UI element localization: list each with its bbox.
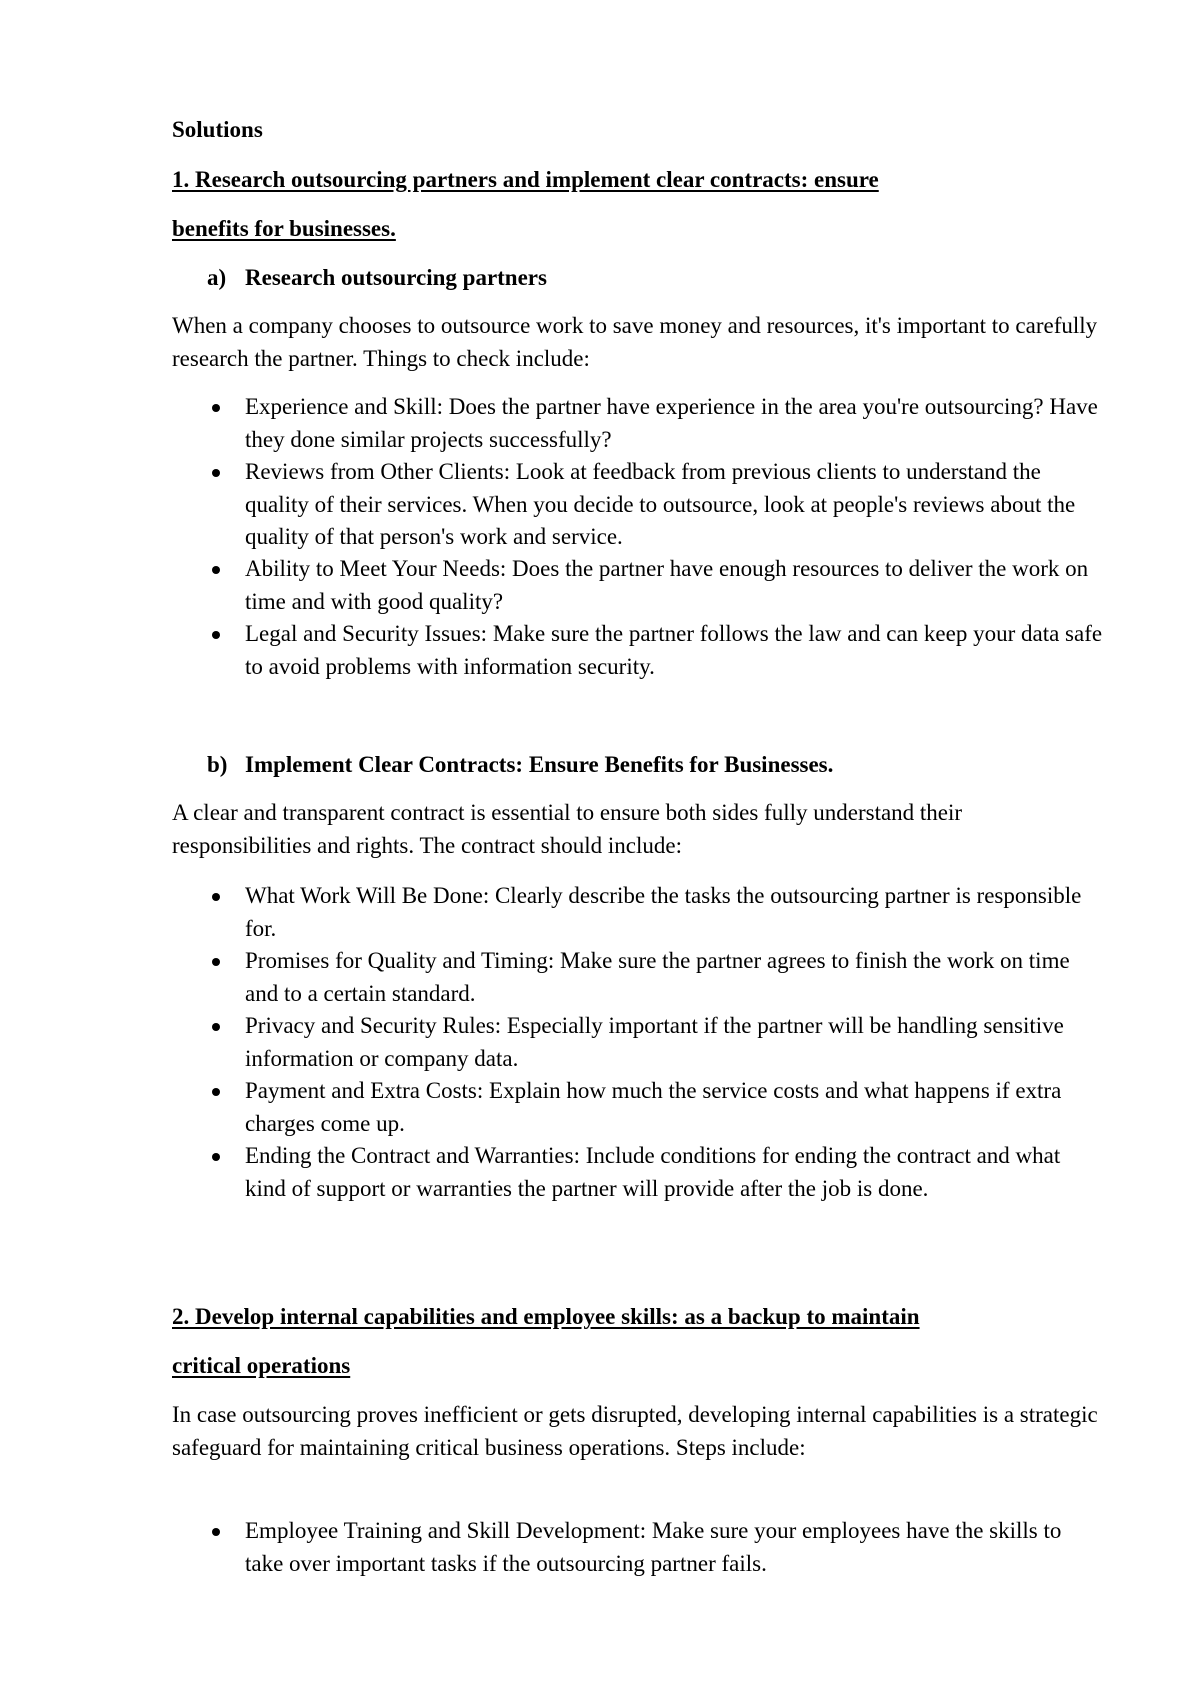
subsection-a-intro: When a company chooses to outsource work to save money and resources, it's important to carefully research the partner. Things to check include:: [172, 313, 1098, 371]
subsection-b-label: b): [207, 752, 228, 777]
bullet-icon: [212, 566, 220, 574]
subsection-a-heading: [207, 262, 547, 294]
list-item: Promises for Quality and Timing: Make sure the partner agrees to finish the work on time and to a certain standard.: [245, 948, 1070, 1006]
bullet-icon: [212, 631, 220, 639]
list-item: Employee Training and Skill Development: Make sure your employees have the skills to take over important tasks if the outsourcing partner fails.: [245, 1518, 1062, 1576]
subsection-a-title: Research outsourcing partners: [245, 265, 547, 290]
bullet-icon: [212, 1153, 220, 1161]
section-1-title-line-2: benefits for businesses.: [172, 216, 396, 241]
list-item: Ability to Meet Your Needs: Does the partner have enough resources to deliver the work on time and with good quality?: [245, 556, 1089, 614]
subsection-a-label: a): [207, 265, 227, 290]
subsection-b-title: Implement Clear Contracts: Ensure Benefits for Businesses.: [245, 752, 834, 777]
bullet-icon: [212, 893, 220, 901]
list-item: Ending the Contract and Warranties: Include conditions for ending the contract and what kind of support or warranties the partner will provide after the job is done.: [245, 1143, 1061, 1201]
list-item: What Work Will Be Done: Clearly describe the tasks the outsourcing partner is responsible for.: [245, 883, 1082, 941]
bullet-icon: [212, 1528, 220, 1536]
section-2-title-line-2: critical operations: [172, 1353, 351, 1378]
section-2-title-line-1: 2. Develop internal capabilities and employee skills: as a backup to maintain: [172, 1304, 920, 1329]
list-item: Privacy and Security Rules: Especially important if the partner will be handling sensitive information or company data.: [245, 1013, 1064, 1071]
section-2-intro: In case outsourcing proves inefficient or gets disrupted, developing internal capabilities is a strategic safeguard for maintaining critical business operations. Steps include:: [172, 1402, 1098, 1460]
bullet-icon: [212, 1088, 220, 1096]
document-heading: Solutions: [172, 117, 263, 142]
list-item: Legal and Security Issues: Make sure the partner follows the law and can keep your data safe to avoid problems with information security.: [245, 621, 1103, 679]
list-item: Reviews from Other Clients: Look at feedback from previous clients to understand the quality of their services. When you decide to outsource, look at people's reviews about the quality of that person's work and service.: [245, 459, 1076, 549]
bullet-icon: [212, 404, 220, 412]
subsection-b-heading: [207, 749, 833, 781]
subsection-b-intro: A clear and transparent contract is essential to ensure both sides fully understand their responsibilities and rights. The contract should include:: [172, 800, 963, 858]
bullet-icon: [212, 1023, 220, 1031]
list-item: Experience and Skill: Does the partner have experience in the area you're outsourcing? Have they done similar projects successfully?: [245, 394, 1098, 452]
section-1-title-line-1: 1. Research outsourcing partners and implement clear contracts: ensure: [172, 167, 879, 192]
bullet-icon: [212, 469, 220, 477]
bullet-icon: [212, 958, 220, 966]
list-item: Payment and Extra Costs: Explain how much the service costs and what happens if extra charges come up.: [245, 1078, 1062, 1136]
